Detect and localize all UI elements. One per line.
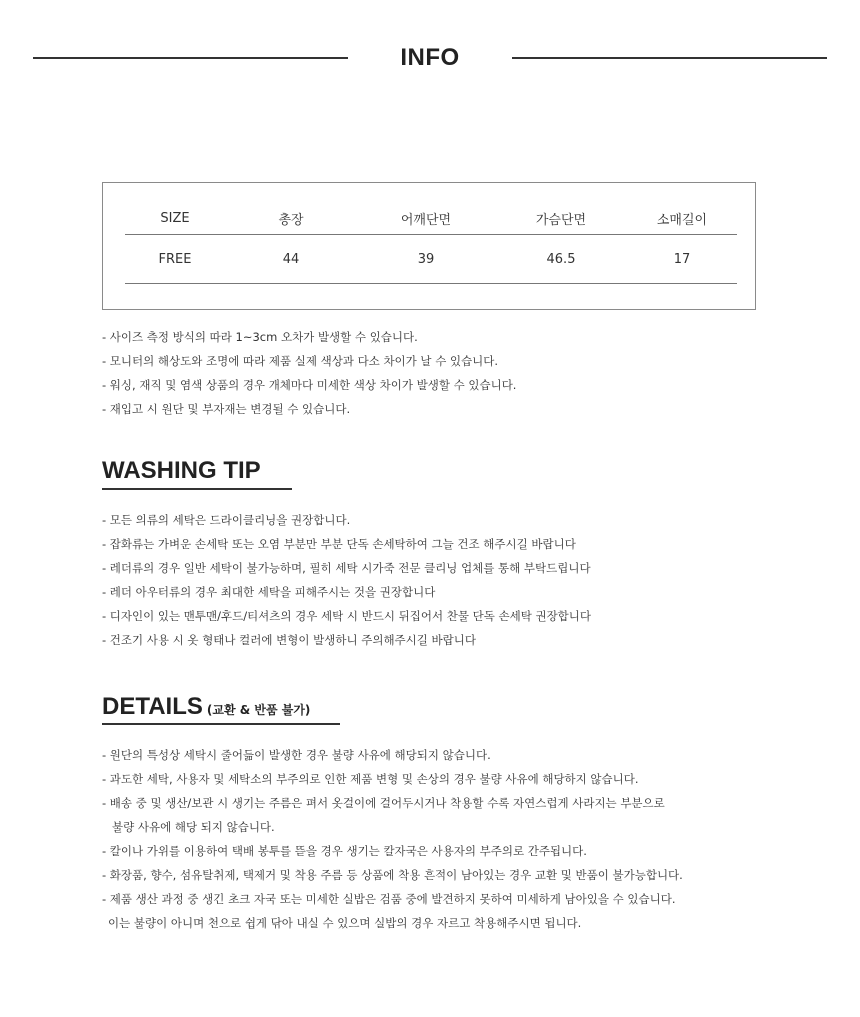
details-item: - 배송 중 및 생산/보관 시 생기는 주름은 펴서 옷걸이에 걸어두시거나 착용할 수록 자연스럽게 사라지는 부분으로 xyxy=(102,796,665,810)
details-item: - 칼이나 가위를 이용하여 택배 봉투를 뜯을 경우 생기는 칼자국은 사용자의 부주의로 간주됩니다. xyxy=(102,844,587,858)
details-underline xyxy=(102,723,340,725)
details-item-continued: 이는 불량이 아니며 천으로 쉽게 닦아 내실 수 있으며 실밥의 경우 자르고 착용해주시면 됩니다. xyxy=(108,916,582,930)
size-notes-list xyxy=(102,325,516,421)
size-note: - 워싱, 재직 및 염색 상품의 경우 개체마다 미세한 색상 차이가 발생할 수 있습니다. xyxy=(102,378,517,392)
washing-tip-item: - 레더류의 경우 일반 세탁이 불가능하며, 필히 세탁 시가죽 전문 클리닝 업체를 통해 부탁드립니다 xyxy=(102,561,591,575)
details-title-text: DETAILS xyxy=(102,693,203,720)
washing-tip-title: WASHING TIP xyxy=(102,457,261,484)
size-cell-shoulder: 39 xyxy=(417,251,435,267)
details-item-continued: 불량 사유에 해당 되지 않습니다. xyxy=(112,820,275,834)
size-table-row xyxy=(125,235,737,284)
size-header-chest: 가슴단면 xyxy=(535,213,587,228)
size-cell-chest: 46.5 xyxy=(546,251,576,267)
size-cell-length: 44 xyxy=(282,251,300,267)
size-table xyxy=(125,203,737,284)
details-item: - 화장품, 향수, 섬유탈취제, 택제거 및 착용 주름 등 상품에 착용 흔적이 남아있는 경우 교환 및 반품이 불가능합니다. xyxy=(102,868,683,882)
washing-tip-item: - 모든 의류의 세탁은 드라이클리닝을 권장합니다. xyxy=(102,513,351,527)
size-note: - 재입고 시 원단 및 부자재는 변경될 수 있습니다. xyxy=(102,402,351,416)
washing-tip-item: - 건조기 사용 시 옷 형태나 컬러에 변형이 발생하니 주의해주시길 바랍니다 xyxy=(102,633,476,647)
header-divider-left xyxy=(33,57,348,59)
washing-tip-item: - 잡화류는 가벼운 손세탁 또는 오염 부분만 부분 단독 손세탁하여 그늘 건조 해주시길 바랍니다 xyxy=(102,537,576,551)
details-subtitle: (교환 & 반품 불가) xyxy=(206,703,311,717)
size-note: - 사이즈 측정 방식의 따라 1~3cm 오차가 발생할 수 있습니다. xyxy=(102,330,418,344)
washing-tip-list xyxy=(102,508,591,652)
washing-tip-item: - 레더 아우터류의 경우 최대한 세탁을 피해주시는 것을 권장합니다 xyxy=(102,585,436,599)
details-item: - 과도한 세탁, 사용자 및 세탁소의 부주의로 인한 제품 변형 및 손상의 경우 불량 사유에 해당하지 않습니다. xyxy=(102,772,639,786)
washing-tip-underline xyxy=(102,488,292,490)
size-cell-sleeve: 17 xyxy=(673,251,691,267)
header-divider-right xyxy=(512,57,827,59)
details-list xyxy=(102,743,683,935)
size-header-shoulder: 어깨단면 xyxy=(400,213,452,228)
size-note: - 모니터의 해상도와 조명에 따라 제품 실제 색상과 다소 차이가 날 수 있습니다. xyxy=(102,354,499,368)
size-header-sleeve: 소매길이 xyxy=(656,213,708,228)
size-table-box xyxy=(102,182,756,310)
details-item: - 제품 생산 과정 중 생긴 초크 자국 또는 미세한 실밥은 검품 중에 발견하지 못하여 미세하게 남아있을 수 있습니다. xyxy=(102,892,676,906)
details-title xyxy=(102,692,310,725)
washing-tip-item: - 디자인이 있는 맨투맨/후드/티셔츠의 경우 세탁 시 반드시 뒤집어서 찬물 단독 손세탁 권장합니다 xyxy=(102,609,592,623)
size-header-length: 총장 xyxy=(278,213,304,228)
info-title: INFO xyxy=(400,44,460,71)
details-item: - 원단의 특성상 세탁시 줄어듦이 발생한 경우 불량 사유에 해당되지 않습니다. xyxy=(102,748,491,762)
size-cell-size: FREE xyxy=(158,251,192,267)
size-table-header-row xyxy=(125,203,737,235)
size-header-size: SIZE xyxy=(160,211,190,226)
